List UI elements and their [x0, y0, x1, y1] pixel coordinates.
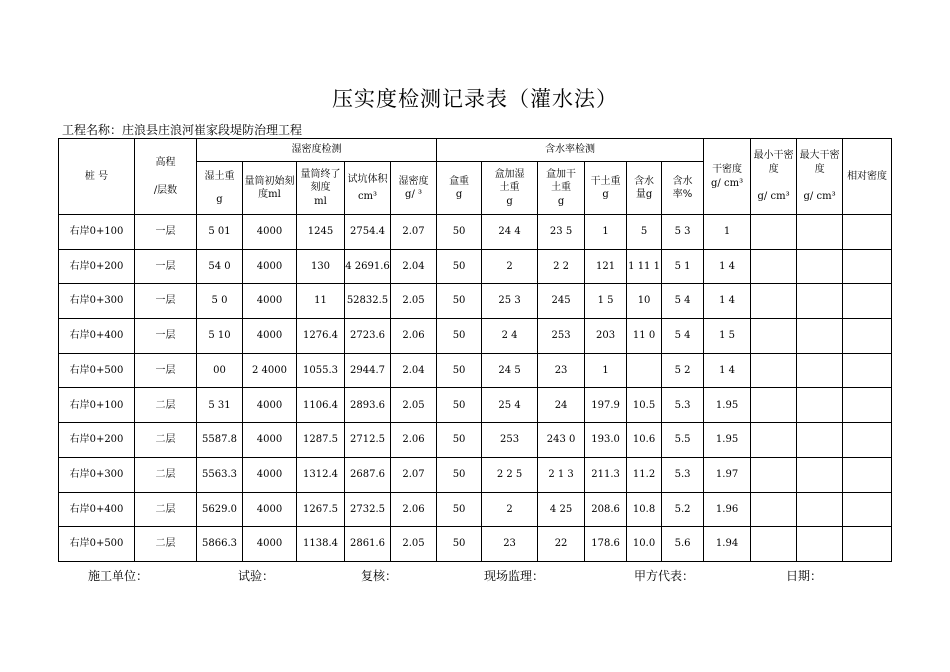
header-dry-soil-label: 干土重	[590, 175, 621, 187]
table-cell: 178.6	[585, 527, 627, 562]
table-cell: 4000	[243, 527, 297, 562]
header-wet-density-label: 湿密度	[398, 175, 429, 187]
table-cell: 二层	[135, 423, 197, 458]
table-cell: 一层	[135, 284, 197, 319]
project-name: 工程名称：庄浪县庄浪河崔家段堤防治理工程	[62, 123, 303, 137]
table-cell: 24	[538, 388, 585, 423]
table-body	[59, 215, 892, 562]
table-cell: 50	[437, 319, 482, 354]
table-cell: 右岸0+400	[59, 319, 135, 354]
table-cell: 11	[297, 284, 345, 319]
header-wet-soil-unit: g	[216, 194, 223, 205]
table-row	[59, 284, 892, 319]
header-relative-density: 相对密度	[843, 139, 892, 215]
header-dry-density-unit: g/ cm³	[711, 177, 744, 189]
header-pit-volume-label: 试坑体积	[347, 173, 388, 185]
table-cell: 二层	[135, 492, 197, 527]
table-cell: 197.9	[585, 388, 627, 423]
table-cell: 243 0	[538, 423, 585, 458]
table-cell	[751, 353, 797, 388]
table-row	[59, 388, 892, 423]
signature-footer	[0, 567, 950, 583]
table-cell: 2	[482, 249, 538, 284]
table-cell	[797, 319, 843, 354]
header-max-dry-label: 最大干密度	[799, 150, 840, 175]
table-cell: 23 5	[538, 215, 585, 250]
footer-test: 试验：	[238, 569, 275, 583]
table-cell: 00	[197, 353, 243, 388]
header-dry-soil-unit: g	[602, 189, 609, 200]
table-cell: 右岸0+300	[59, 457, 135, 492]
table-cell: 5.3	[662, 457, 704, 492]
table-cell: 10.0	[627, 527, 662, 562]
table-cell: 50	[437, 388, 482, 423]
table-cell: 25 3	[482, 284, 538, 319]
header-elevation-top: 高程	[155, 157, 176, 168]
table-cell: 5 10	[197, 319, 243, 354]
table-cell: 2 2	[538, 249, 585, 284]
table-cell: 5 1	[662, 249, 704, 284]
table-cell: 右岸0+200	[59, 249, 135, 284]
table-cell: 2 4	[482, 319, 538, 354]
table-cell: 4000	[243, 457, 297, 492]
table-cell: 52832.5	[345, 284, 391, 319]
table-cell: 2.04	[391, 249, 437, 284]
table-cell	[751, 319, 797, 354]
table-cell: 50	[437, 527, 482, 562]
header-wet-soil-weight	[197, 162, 243, 215]
table-cell	[797, 284, 843, 319]
table-row	[59, 353, 892, 388]
table-cell: 4 2691.6	[345, 249, 391, 284]
table-cell: 1 5	[704, 319, 751, 354]
table-cell: 4000	[243, 423, 297, 458]
table-row	[59, 215, 892, 250]
table-cell: 1276.4	[297, 319, 345, 354]
table-cell: 253	[538, 319, 585, 354]
table-cell	[843, 388, 892, 423]
table-cell: 2.06	[391, 492, 437, 527]
table-cell: 1245	[297, 215, 345, 250]
table-cell: 1138.4	[297, 527, 345, 562]
table-cell: 121	[585, 249, 627, 284]
table-cell: 4000	[243, 249, 297, 284]
form-title: 压实度检测记录表（灌水法）	[332, 87, 618, 111]
table-cell: 2	[482, 492, 538, 527]
table-cell: 2.05	[391, 284, 437, 319]
table-cell: 23	[538, 353, 585, 388]
table-cell: 5563.3	[197, 457, 243, 492]
table-cell	[843, 353, 892, 388]
table-cell: 2 2 5	[482, 457, 538, 492]
table-cell: 1.94	[704, 527, 751, 562]
table-cell: 211.3	[585, 457, 627, 492]
footer-review: 复核：	[361, 569, 398, 583]
table-cell: 24 5	[482, 353, 538, 388]
table-row	[59, 423, 892, 458]
header-wet-density-unit: g/ ³	[405, 189, 423, 200]
table-cell	[797, 353, 843, 388]
table-cell: 5.6	[662, 527, 704, 562]
header-elevation-bottom: /层数	[153, 184, 178, 196]
table-cell: 2.07	[391, 457, 437, 492]
table-cell: 1312.4	[297, 457, 345, 492]
table-cell: 4000	[243, 284, 297, 319]
table-cell: 245	[538, 284, 585, 319]
table-cell: 1055.3	[297, 353, 345, 388]
table-row	[59, 492, 892, 527]
table-cell	[797, 492, 843, 527]
table-cell	[843, 457, 892, 492]
table-cell: 1267.5	[297, 492, 345, 527]
table-cell	[843, 249, 892, 284]
table-cell: 10.5	[627, 388, 662, 423]
table-cell: 5.2	[662, 492, 704, 527]
table-cell: 1 4	[704, 353, 751, 388]
table-cell: 1 4	[704, 284, 751, 319]
header-cylinder-final	[297, 162, 345, 215]
header-dry-density-label: 干密度	[712, 164, 743, 175]
table-cell	[751, 457, 797, 492]
table-cell: 5 2	[662, 353, 704, 388]
table-cell: 右岸0+500	[59, 353, 135, 388]
table-cell: 右岸0+200	[59, 423, 135, 458]
table-cell	[797, 527, 843, 562]
table-cell	[843, 527, 892, 562]
table-cell: 4000	[243, 388, 297, 423]
footer-date: 日期：	[786, 569, 823, 583]
table-cell: 2.05	[391, 388, 437, 423]
compaction-record-table	[58, 138, 892, 562]
table-cell: 2.05	[391, 527, 437, 562]
table-cell: 2687.6	[345, 457, 391, 492]
table-cell: 一层	[135, 215, 197, 250]
header-wet-density-group: 湿密度检测	[197, 139, 437, 162]
header-box-dry-soil	[538, 162, 585, 215]
header-dry-soil-weight	[585, 162, 627, 215]
table-cell: 2.04	[391, 353, 437, 388]
table-cell	[751, 284, 797, 319]
table-cell: 4 25	[538, 492, 585, 527]
table-row	[59, 319, 892, 354]
table-cell: 1	[585, 215, 627, 250]
table-cell: 1106.4	[297, 388, 345, 423]
table-cell	[627, 353, 662, 388]
table-cell: 右岸0+100	[59, 215, 135, 250]
table-cell	[843, 215, 892, 250]
table-cell: 10	[627, 284, 662, 319]
table-cell: 1 4	[704, 249, 751, 284]
table-cell: 1 11 1	[627, 249, 662, 284]
table-cell: 11.2	[627, 457, 662, 492]
table-cell	[797, 423, 843, 458]
table-cell: 右岸0+100	[59, 388, 135, 423]
table-cell	[797, 215, 843, 250]
table-cell: 5 3	[662, 215, 704, 250]
footer-site-supervisor: 现场监理：	[484, 569, 545, 583]
header-wet-density	[391, 162, 437, 215]
table-cell: 50	[437, 353, 482, 388]
table-cell: 54 0	[197, 249, 243, 284]
table-cell: 二层	[135, 388, 197, 423]
header-moisture-group: 含水率检测	[437, 139, 704, 162]
table-cell: 1	[585, 353, 627, 388]
header-box-wet-unit: g	[506, 195, 513, 207]
table-cell: 5 4	[662, 284, 704, 319]
table-cell	[843, 319, 892, 354]
table-cell: 1 5	[585, 284, 627, 319]
table-cell: 5.3	[662, 388, 704, 423]
table-cell	[751, 492, 797, 527]
header-box-weight-label: 盒重	[449, 175, 470, 187]
header-water-rate: 含水率%	[662, 162, 704, 215]
table-cell: 208.6	[585, 492, 627, 527]
table-cell: 1.96	[704, 492, 751, 527]
table-cell: 2712.5	[345, 423, 391, 458]
table-cell: 4000	[243, 319, 297, 354]
header-max-dry-unit: g/ cm³	[803, 191, 836, 203]
table-cell: 右岸0+500	[59, 527, 135, 562]
table-cell	[751, 249, 797, 284]
header-pit-volume-unit: cm³	[357, 191, 378, 202]
table-cell: 1.97	[704, 457, 751, 492]
table-cell	[751, 388, 797, 423]
table-cell: 2754.4	[345, 215, 391, 250]
table-row	[59, 457, 892, 492]
table-cell: 二层	[135, 457, 197, 492]
table-cell: 2 4000	[243, 353, 297, 388]
header-wet-soil-label: 湿土重	[204, 170, 235, 182]
header-min-dry-unit: g/ cm³	[757, 191, 790, 203]
footer-construction-unit: 施工单位：	[88, 569, 149, 583]
table-cell: 5.5	[662, 423, 704, 458]
table-cell: 2 1 3	[538, 457, 585, 492]
table-cell: 11 0	[627, 319, 662, 354]
table-cell: 1287.5	[297, 423, 345, 458]
table-cell: 右岸0+400	[59, 492, 135, 527]
header-box-weight	[437, 162, 482, 215]
table-cell: 5 0	[197, 284, 243, 319]
table-row	[59, 527, 892, 562]
table-cell: 1.95	[704, 388, 751, 423]
table-cell: 2944.7	[345, 353, 391, 388]
table-cell: 5587.8	[197, 423, 243, 458]
header-elevation	[135, 139, 197, 215]
table-cell: 一层	[135, 353, 197, 388]
table-cell: 10.6	[627, 423, 662, 458]
table-cell: 一层	[135, 319, 197, 354]
header-dry-density	[704, 139, 751, 215]
table-cell: 130	[297, 249, 345, 284]
table-cell: 24 4	[482, 215, 538, 250]
table-cell: 50	[437, 215, 482, 250]
table-cell	[797, 388, 843, 423]
header-box-dry-unit: g	[557, 195, 565, 207]
table-cell	[751, 215, 797, 250]
table-cell	[843, 492, 892, 527]
table-cell: 5866.3	[197, 527, 243, 562]
table-cell: 50	[437, 457, 482, 492]
table-cell: 4000	[243, 215, 297, 250]
table-cell	[797, 457, 843, 492]
table-cell: 5 31	[197, 388, 243, 423]
table-cell: 5 4	[662, 319, 704, 354]
table-cell: 2861.6	[345, 527, 391, 562]
table-cell	[797, 249, 843, 284]
table-cell	[843, 423, 892, 458]
table-cell: 一层	[135, 249, 197, 284]
table-cell	[843, 284, 892, 319]
table-cell: 2893.6	[345, 388, 391, 423]
table-cell: 50	[437, 423, 482, 458]
header-max-dry-density	[797, 139, 843, 215]
table-cell: 2.06	[391, 319, 437, 354]
table-cell: 4000	[243, 492, 297, 527]
table-cell: 193.0	[585, 423, 627, 458]
table-cell: 10.8	[627, 492, 662, 527]
table-cell: 50	[437, 492, 482, 527]
table-row	[59, 249, 892, 284]
header-cylinder-initial: 量筒初始刻度ml	[243, 162, 297, 215]
table-cell: 2723.6	[345, 319, 391, 354]
table-cell	[751, 527, 797, 562]
table-cell: 5	[627, 215, 662, 250]
table-cell: 50	[437, 284, 482, 319]
table-cell: 2.07	[391, 215, 437, 250]
header-pit-volume	[345, 162, 391, 215]
header-cylinder-final-label: 量筒终了刻度	[300, 168, 341, 194]
table-cell: 25 4	[482, 388, 538, 423]
header-cylinder-final-unit: ml	[314, 195, 327, 207]
table-cell: 5 01	[197, 215, 243, 250]
table-cell: 1.95	[704, 423, 751, 458]
header-min-dry-density	[751, 139, 797, 215]
table-cell: 23	[482, 527, 538, 562]
table-cell	[751, 423, 797, 458]
header-min-dry-label: 最小干密度	[753, 150, 794, 175]
footer-owner-rep: 甲方代表：	[634, 569, 695, 583]
header-water-weight: 含水量g	[627, 162, 662, 215]
header-station: 桩 号	[59, 139, 135, 215]
header-box-dry-label: 盒加干土重	[546, 168, 577, 194]
table-cell: 22	[538, 527, 585, 562]
table-cell: 50	[437, 249, 482, 284]
header-box-wet-soil	[482, 162, 538, 215]
table-cell: 253	[482, 423, 538, 458]
table-cell: 2732.5	[345, 492, 391, 527]
table-cell: 203	[585, 319, 627, 354]
header-box-wet-label: 盒加湿土重	[494, 168, 525, 194]
header-box-weight-unit: g	[455, 189, 463, 200]
table-cell: 2.06	[391, 423, 437, 458]
table-cell: 二层	[135, 527, 197, 562]
table-cell: 1	[704, 215, 751, 250]
table-cell: 5629.0	[197, 492, 243, 527]
table-cell: 右岸0+300	[59, 284, 135, 319]
